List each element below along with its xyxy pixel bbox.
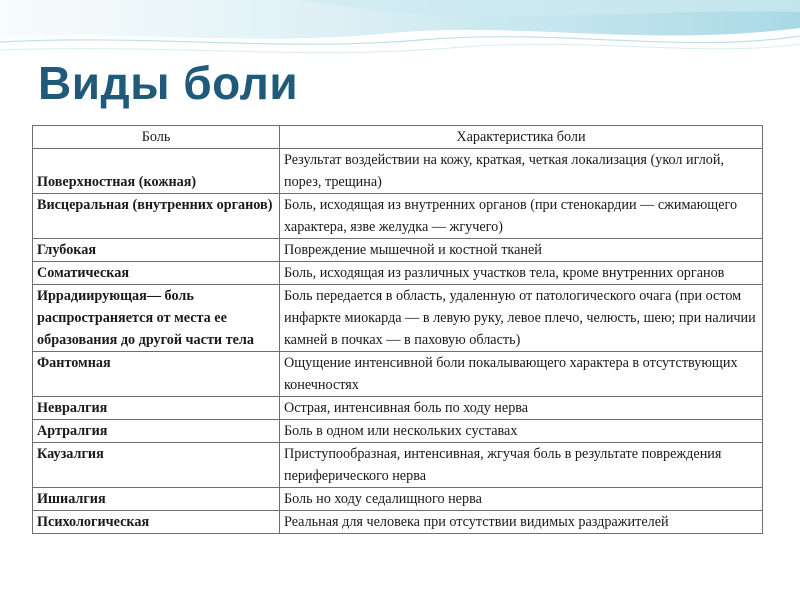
pain-type-description: Реальная для человека при отсутствии видимых раздражителей (280, 511, 763, 534)
table-row (33, 262, 763, 285)
slide-title: Виды боли (38, 57, 299, 109)
pain-type-description: Боль в одном или нескольких суставах (280, 420, 763, 443)
decorative-wave (0, 44, 800, 53)
pain-type-description: Повреждение мышечной и костной тканей (280, 239, 763, 262)
table-row (33, 488, 763, 511)
pain-type-name: Висцеральная (внутренних органов) (33, 194, 280, 239)
pain-type-name: Артралгия (33, 420, 280, 443)
table-row (33, 443, 763, 488)
pain-type-description: Боль передается в область, удаленную от патологического очага (при остом инфаркте миокарда — в левую руку, левое плечо, челюсть, шею; при наличии камней в почках — в паховую область) (280, 285, 763, 352)
pain-type-description: Острая, интенсивная боль по ходу нерва (280, 397, 763, 420)
pain-type-description: Приступообразная, интенсивная, жгучая боль в результате повреждения периферического нерва (280, 443, 763, 488)
column-header-pain: Боль (33, 126, 280, 149)
column-header-characteristic: Характеристика боли (280, 126, 763, 149)
pain-type-name: Каузалгия (33, 443, 280, 488)
pain-types-table (32, 125, 763, 534)
pain-type-name: Иррадиирующая— боль распространяется от места ее образования до другой части тела (33, 285, 280, 352)
table-row (33, 285, 763, 352)
decorative-wave (0, 36, 800, 44)
table-row (33, 511, 763, 534)
table-row (33, 420, 763, 443)
table-row (33, 397, 763, 420)
table-row (33, 194, 763, 239)
pain-type-name: Фантомная (33, 352, 280, 397)
pain-type-name: Глубокая (33, 239, 280, 262)
pain-type-name: Невралгия (33, 397, 280, 420)
pain-type-name: Ишиалгия (33, 488, 280, 511)
pain-type-description: Результат воздействии на кожу, краткая, четкая локализация (укол иглой, порез, трещина) (280, 149, 763, 194)
pain-type-name: Соматическая (33, 262, 280, 285)
table-row (33, 239, 763, 262)
pain-type-name: Психологическая (33, 511, 280, 534)
table-row (33, 352, 763, 397)
table-header-row (33, 126, 763, 149)
pain-type-name: Поверхностная (кожная) (33, 149, 280, 194)
table-row (33, 149, 763, 194)
pain-type-description: Боль, исходящая из внутренних органов (при стенокардии — сжимающего характера, язве желудка — жгучего) (280, 194, 763, 239)
pain-type-description: Ощущение интенсивной боли покалывающего характера в отсутствующих конечностях (280, 352, 763, 397)
pain-type-description: Боль но ходу седалищного нерва (280, 488, 763, 511)
pain-type-description: Боль, исходящая из различных участков тела, кроме внутренних органов (280, 262, 763, 285)
